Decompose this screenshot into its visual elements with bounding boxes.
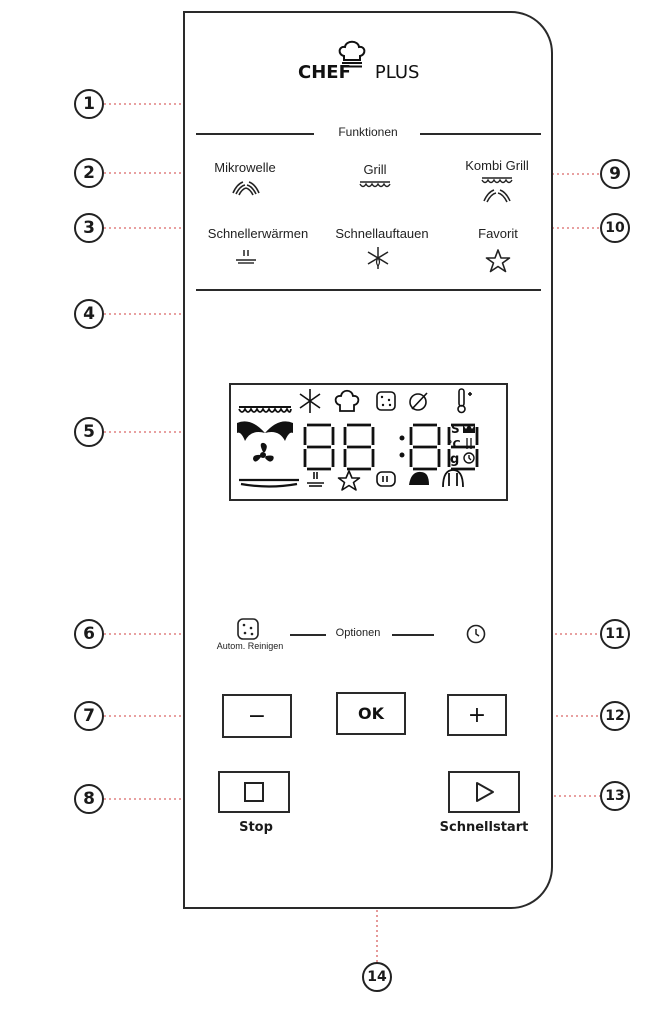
combi-grill-icon[interactable] [481,176,513,204]
callout-14: 14 [362,962,392,992]
clock-icon[interactable] [465,623,487,645]
minus-button[interactable]: − [222,694,292,738]
lcd-indicator-gram: g [450,452,460,467]
lcd-autoclean-icon [377,392,395,410]
callout-13: 13 [600,781,630,811]
function-label-quick-heat[interactable]: Schnellerwärmen [207,226,309,241]
callout-5: 5 [74,417,104,447]
functions-divider-right [420,133,541,135]
function-label-defrost[interactable]: Schnellauftauen [335,226,429,241]
options-divider-left [290,634,326,636]
callout-11: 11 [600,619,630,649]
auto-clean-icon[interactable] [236,617,260,641]
functions-title: Funktionen [338,125,398,139]
auto-clean-label: Autom. Reinigen [216,641,284,651]
function-label-grill[interactable]: Grill [363,162,387,177]
star-icon[interactable] [485,248,511,274]
play-icon [472,780,496,804]
callout-4: 4 [74,299,104,329]
microwave-waves-icon[interactable] [230,178,262,196]
brand-part2: PLUS [374,62,420,83]
lcd-contents [231,385,506,499]
stop-label: Stop [239,820,273,835]
lcd-chef-icon [336,391,359,411]
lcd-indicator-s: S [451,422,460,436]
lcd-grill-icon [239,407,291,412]
lcd-bread-icon [377,472,395,486]
functions-divider-bottom [196,289,541,291]
lcd-star-icon [339,471,360,490]
callout-10: 10 [600,213,630,243]
function-label-favorite[interactable]: Favorit [478,226,518,241]
defrost-icon[interactable] [366,246,390,270]
lcd-fan-icon [253,443,274,462]
callout-2: 2 [74,158,104,188]
lcd-defrost-icon [300,389,320,413]
function-label-microwave[interactable]: Mikrowelle [214,160,276,175]
stop-button[interactable] [218,771,290,813]
lcd-quickheat-icon [307,472,324,486]
callout-7: 7 [74,701,104,731]
brand-part1: CHEF [298,62,351,83]
callout-9: 9 [600,159,630,189]
callout-6: 6 [74,619,104,649]
callout-12: 12 [600,701,630,731]
callout-1: 1 [74,89,104,119]
quickstart-button[interactable] [448,771,520,813]
quick-heat-icon[interactable] [234,248,258,266]
grill-icon[interactable] [359,180,391,190]
callout-8: 8 [74,784,104,814]
plus-button[interactable]: + [447,694,507,736]
lcd-croissant-icon [443,470,463,487]
ok-button[interactable]: OK [336,692,406,735]
brand-logo [298,62,419,83]
quickstart-label: Schnellstart [439,820,529,835]
lcd-no-grill-icon [410,393,427,410]
lcd-clock-icon [464,453,474,463]
lcd-indicator-celsius: °C [447,438,461,451]
options-title: Optionen [335,627,381,639]
lcd-baguette-icon [409,472,429,485]
function-label-combi-grill[interactable]: Kombi Grill [465,158,529,173]
options-divider-right [392,634,434,636]
lcd-microwave-icon [237,421,293,441]
callout-3: 3 [74,213,104,243]
functions-divider-left [196,133,314,135]
lcd-plate-icon [239,480,299,487]
lcd-thermometer-icon [458,389,472,413]
stop-icon [244,782,264,802]
lcd-colon [400,436,405,458]
